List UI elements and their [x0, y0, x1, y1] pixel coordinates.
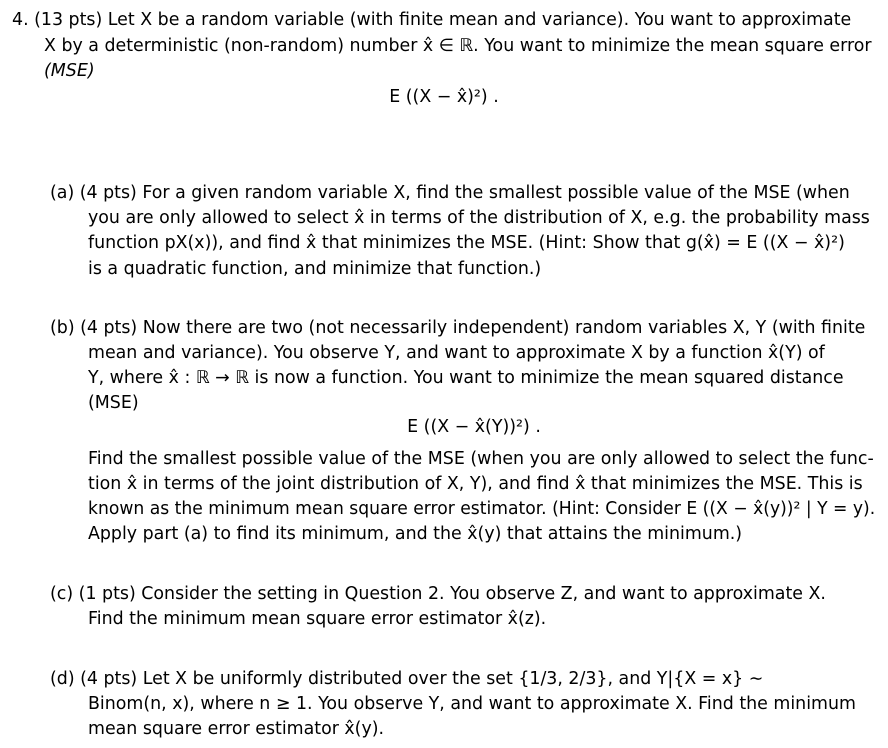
problem-intro-line-3: (MSE) [44, 61, 95, 81]
part-b-line-8: Apply part (a) to find its minimum, and the x̂(y) that attains the minimum.) [88, 524, 743, 544]
part-b-line-3: Y, where x̂ : ℝ → ℝ is now a function. You want to minimize the mean squared distance [88, 368, 844, 388]
mse-formula: E ((X − x̂)²) . [389, 87, 499, 107]
part-b-line-2: mean and variance). You observe Y, and want to approximate X by a function x̂(Y) of [88, 343, 825, 363]
problem-intro-line-1: 4. (13 pts) Let X be a random variable (with finite mean and variance). You want to approximate [12, 10, 852, 30]
part-d-line-1: (d) (4 pts) Let X be uniformly distributed over the set {1/3, 2/3}, and Y|{X = x} ∼ [50, 669, 764, 689]
part-a-line-2: you are only allowed to select x̂ in terms of the distribution of X, e.g. the probability mass [88, 208, 870, 228]
part-b-formula: E ((X − x̂(Y))²) . [407, 417, 541, 437]
part-c-line-2: Find the minimum mean square error estimator x̂(z). [88, 609, 547, 629]
part-a-line-1: (a) (4 pts) For a given random variable X, find the smallest possible value of the MSE (when [50, 183, 850, 203]
part-b-line-6: tion x̂ in terms of the joint distribution of X, Y), and find x̂ that minimizes the MSE. This is [88, 474, 863, 494]
part-a-line-3: function pX(x)), and find x̂ that minimizes the MSE. (Hint: Show that g(x̂) = E ((X − x̂)²) [88, 233, 845, 253]
part-b-line-7: known as the minimum mean square error estimator. (Hint: Consider E ((X − x̂(y))² | Y = y). [88, 499, 876, 519]
part-b-line-5: Find the smallest possible value of the MSE (when you are only allowed to select the func- [88, 449, 874, 469]
part-c-line-1: (c) (1 pts) Consider the setting in Question 2. You observe Z, and want to approximate X. [50, 584, 826, 604]
problem-intro-line-2: X by a deterministic (non-random) number x̂ ∈ ℝ. You want to minimize the mean square error [44, 36, 872, 56]
part-d-line-3: mean square error estimator x̂(y). [88, 719, 385, 739]
part-b-line-4: (MSE) [88, 393, 139, 413]
part-d-line-2: Binom(n, x), where n ≥ 1. You observe Y, and want to approximate X. Find the minimum [88, 694, 856, 714]
part-a-line-4: is a quadratic function, and minimize that function.) [88, 259, 542, 279]
part-b-line-1: (b) (4 pts) Now there are two (not necessarily independent) random variables X, Y (with finite [50, 318, 866, 338]
